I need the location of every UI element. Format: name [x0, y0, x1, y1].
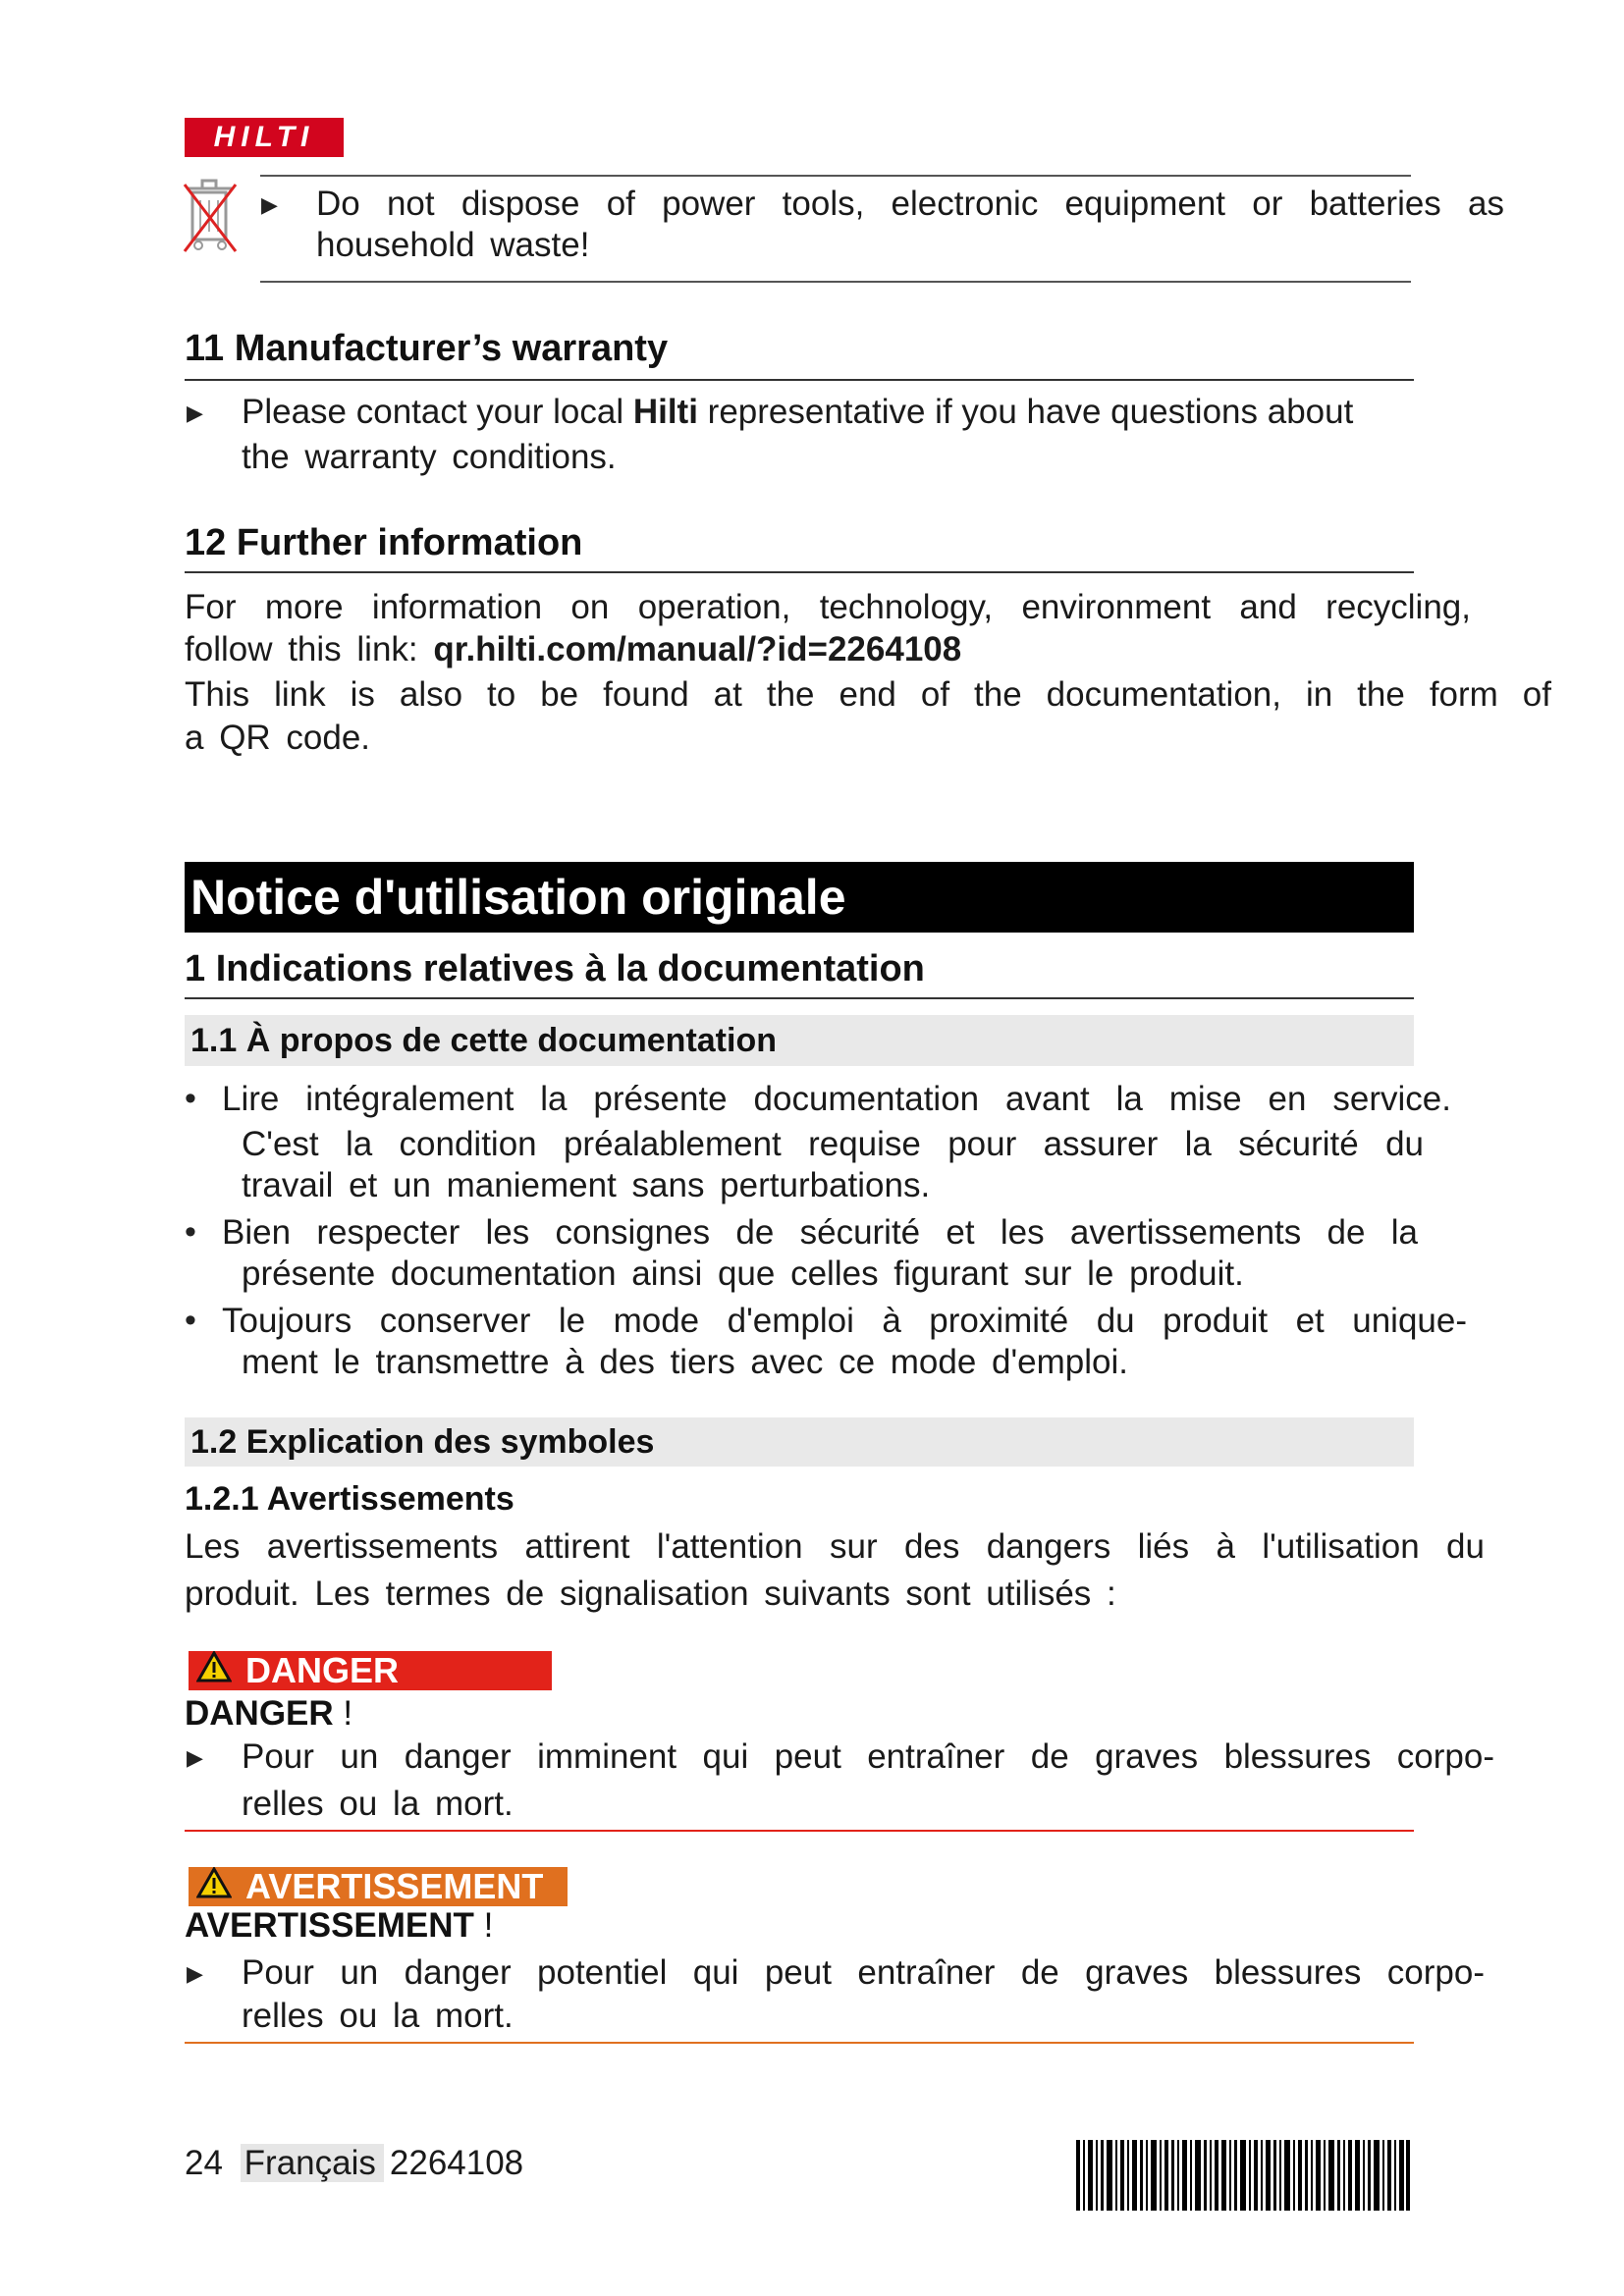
danger-badge [189, 1651, 552, 1690]
further-line-4: a QR code. [185, 719, 371, 757]
further-line-2 [185, 628, 961, 671]
warning-triangle-icon [194, 1651, 234, 1690]
arrow-bullet-icon: ▶ [187, 1745, 203, 1770]
danger-badge-text: DANGER [245, 1650, 400, 1690]
sec1-2-line-1: Les avertissements attirent l'attention sur des dangers liés à l'utilisation du [185, 1527, 1485, 1566]
warranty-heading: 11 Manufacturer’s warranty [185, 328, 669, 369]
further-rule [185, 571, 1414, 573]
top-rule [260, 175, 1411, 177]
avertissement-label-text: AVERTISSEMENT [185, 1906, 474, 1945]
avert-line-1: Pour un danger potentiel qui peut entraîner de graves blessures corpo- [242, 1953, 1485, 1992]
crossed-bin-icon [179, 175, 242, 255]
sec1-rule [185, 997, 1414, 999]
danger-line-2: relles ou la mort. [242, 1785, 514, 1823]
bullet-dot: • [185, 1080, 196, 1117]
bullet-2-line-1: Bien respecter les consignes de sécurité et les avertissements de la [222, 1213, 1418, 1252]
avertissement-label [185, 1906, 493, 1946]
avertissement-badge [189, 1867, 568, 1906]
sec1-heading: 1 Indications relatives à la documentation [185, 948, 925, 989]
sec1-1-heading: 1.1 À propos de cette documentation [185, 1015, 1414, 1066]
warning-triangle-icon [194, 1867, 234, 1906]
bullet-1-line-2: C'est la condition préalablement requise pour assurer la sécurité du [242, 1125, 1424, 1163]
danger-rule [185, 1830, 1414, 1832]
logo-text: HILTI [213, 121, 315, 153]
hilti-brand: Hilti [632, 393, 698, 431]
danger-label [185, 1694, 352, 1734]
page-number: 24 [185, 2144, 223, 2182]
further-link-prefix: follow this link: [185, 630, 434, 668]
bullet-3-line-2: ment le transmettre à des tiers avec ce mode d'emploi. [242, 1343, 1129, 1381]
disposal-line-1: Do not dispose of power tools, electronic equipment or batteries as [316, 185, 1504, 223]
arrow-bullet-icon: ▶ [187, 1961, 203, 1986]
hilti-logo [185, 118, 344, 157]
danger-label-text: DANGER [185, 1694, 334, 1733]
arrow-bullet-icon: ▶ [187, 400, 203, 425]
bullet-1-line-1: Lire intégralement la présente documentation avant la mise en service. [222, 1080, 1451, 1118]
bullet-dot: • [185, 1302, 196, 1339]
warranty-text-before: Please contact your local [242, 393, 633, 431]
footer-doc-id: 2264108 [389, 2144, 524, 2182]
bullet-dot: • [185, 1213, 196, 1251]
further-heading: 12 Further information [185, 522, 583, 563]
warranty-rule [185, 379, 1414, 381]
further-line-3: This link is also to be found at the end of the documentation, in the form of [185, 675, 1551, 714]
warranty-text-after: representative if you have questions about [697, 393, 1354, 431]
warranty-line-2: the warranty conditions. [242, 438, 617, 476]
warranty-line-1 [242, 391, 1420, 434]
avert-rule [185, 2042, 1414, 2044]
sec1-2-heading: 1.2 Explication des symboles [185, 1417, 1414, 1467]
sec1-2-line-2: produit. Les termes de signalisation suivants sont utilisés : [185, 1575, 1116, 1613]
danger-exclaim: ! [333, 1694, 353, 1733]
french-manual-banner: Notice d'utilisation originale [185, 862, 1414, 933]
footer-language: Français [241, 2144, 384, 2182]
footer [185, 2142, 523, 2185]
bullet-1-line-3: travail et un maniement sans perturbations. [242, 1166, 931, 1204]
danger-line-1: Pour un danger imminent qui peut entraîner de graves blessures corpo- [242, 1737, 1494, 1776]
bullet-3-line-1: Toujours conserver le mode d'emploi à proximité du produit et unique- [222, 1302, 1467, 1340]
barcode [1076, 2140, 1410, 2211]
arrow-bullet-icon: ▶ [261, 192, 278, 217]
disposal-line-2: household waste! [316, 226, 590, 264]
bullet-2-line-2: présente documentation ainsi que celles figurant sur le produit. [242, 1255, 1244, 1293]
avert-line-2: relles ou la mort. [242, 1997, 514, 2035]
disposal-bottom-rule [260, 281, 1411, 283]
avertissement-badge-text: AVERTISSEMENT [245, 1866, 544, 1906]
manual-link[interactable]: qr.hilti.com/manual/?id=2264108 [433, 630, 962, 668]
sec1-2-1-heading: 1.2.1 Avertissements [185, 1480, 514, 1518]
further-line-1: For more information on operation, technology, environment and recycling, [185, 588, 1471, 626]
avertissement-exclaim: ! [473, 1906, 494, 1945]
